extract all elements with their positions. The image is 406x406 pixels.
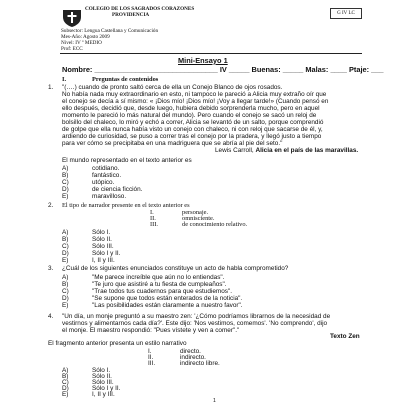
q2-option-letter: C) (62, 243, 69, 250)
q2-option-text[interactable]: Sólo I y II. (92, 250, 121, 257)
q3-option-text[interactable]: "Me parece increíble que aún no lo entiendas". (92, 274, 225, 281)
grade-label: IV (219, 65, 227, 74)
q4-line: el monje. El maestro respondió: "Pues vístete y ven a comer"." (62, 327, 240, 334)
q1-option-text[interactable]: cotidiano. (92, 165, 120, 172)
q4-question: El fragmento anterior presenta un estilo narrativo (48, 340, 187, 347)
q3-option-letter: D) (62, 295, 69, 302)
score-blank[interactable]: ___ (371, 65, 384, 74)
q4-item-text: directo. (180, 348, 201, 355)
section-numeral: I. (62, 76, 67, 83)
q2-item-roman: I. (150, 209, 154, 216)
school-logo-icon (61, 6, 83, 28)
q4-option-text[interactable]: Sólo II. (92, 373, 112, 380)
school-city: PROVIDENCIA (112, 12, 150, 18)
q1-source (215, 148, 358, 154)
q3-option-text[interactable]: "Las posibilidades están claramente a nuestro favor". (92, 302, 243, 309)
date-line: Mes-Año: Agosto 2009 (61, 34, 110, 40)
q4-option-letter: D) (62, 385, 69, 392)
q2-item-text: de conocimiento relativo. (182, 221, 248, 228)
q2-option-text[interactable]: I, II y III. (92, 257, 115, 264)
q2-item-roman: III. (150, 221, 158, 228)
q2-option-letter: B) (62, 236, 69, 243)
q1-option-letter: D) (62, 186, 69, 193)
q1-line: No había nada muy extraordinario en esto, ni tampoco le pareció a Alicia muy extraño oír que (62, 91, 327, 98)
q1-option-letter: B) (62, 172, 69, 179)
q3-option-letter: E) (62, 302, 69, 309)
q4-option-letter: B) (62, 373, 69, 380)
q3-question: ¿Cuál de los siguientes enunciados constituye un acto de habla comprometido? (62, 265, 289, 272)
q2-option-letter: A) (62, 229, 69, 236)
q4-option-letter: E) (62, 391, 69, 398)
q3-option-text[interactable]: "Te juro que asistiré a tu fiesta de cumpleaños". (92, 281, 227, 288)
q2-item-roman: II. (150, 215, 156, 222)
q1-option-text[interactable]: utópico. (92, 179, 115, 186)
name-blank[interactable]: ______________________________ (94, 65, 218, 74)
q2-number: 2. (48, 202, 54, 209)
q4-number: 4. (48, 313, 54, 320)
section-title: Preguntas de contenidos (92, 76, 159, 83)
q1-line: "(….) cuando de pronto saltó cerca de ella un Conejo Blanco de ojos rosados. (62, 84, 283, 91)
q3-option-letter: B) (62, 281, 69, 288)
q2-option-text[interactable]: Sólo I. (92, 229, 111, 236)
q4-line: "Un día, un monje preguntó a su maestro zen: '¿Cómo podríamos librarnos de la necesidad de (62, 313, 331, 320)
q3-option-text[interactable]: "Trae todos tus cuadernos para que estudiemos". (92, 288, 233, 295)
q4-option-text[interactable]: I, II y III. (92, 391, 115, 398)
q1-line: ardiendo de curiosidad, se puso a correr tras el conejo por la pradera, y llegó justo a tiempo (62, 133, 322, 140)
header-rule (60, 53, 362, 54)
q2-option-letter: D) (62, 250, 69, 257)
q1-source-author: Lewis Carroll, (215, 147, 254, 154)
q2-option-text[interactable]: Sólo III. (92, 243, 114, 250)
q4-option-letter: A) (62, 367, 69, 374)
q1-number: 1. (48, 84, 54, 91)
q1-question: El mundo representado en el texto anterior es (62, 157, 192, 164)
q1-line: de golpe que ella nunca había visto un conejo con chaleco, ni con reloj que sacarse de él, y, (62, 126, 323, 133)
q2-item-text: omnisciente. (182, 215, 215, 222)
q3-option-text[interactable]: "Se supone que todos están enterados de la noticia". (92, 295, 243, 302)
q4-option-text[interactable]: Sólo I. (92, 367, 111, 374)
teacher-line: Prof: ECC (61, 46, 83, 52)
q4-item-roman: I. (148, 348, 152, 355)
q1-option-letter: E) (62, 193, 69, 200)
q4-item-roman: II. (148, 354, 154, 361)
bad-blank[interactable]: ____ (330, 65, 347, 74)
q4-item-text: indirecto libre. (180, 360, 220, 367)
page-number: 1 (213, 398, 216, 404)
q2-question: El tipo de narrador presente en el texto anterior es (62, 202, 190, 209)
q2-option-letter: E) (62, 257, 69, 264)
q4-option-text[interactable]: Sólo III. (92, 379, 114, 386)
q2-option-text[interactable]: Sólo II. (92, 236, 112, 243)
q1-line: ello después, decidió que, desde luego, hubiera debido sorprenderla mucho, pero en aquel (62, 105, 320, 112)
level-line: Nivel: IV º MEDIO (61, 40, 102, 46)
q3-option-letter: A) (62, 274, 69, 281)
q1-line: para ver cómo se precipitaba en una madriguera que se abría al pie del seto." (62, 140, 283, 147)
q1-option-letter: C) (62, 179, 69, 186)
q4-line: vestirnos y alimentarnos cada día?'. Este dijo: 'Nos vestimos, comemos'. 'No comprendo', dijo (62, 320, 328, 327)
course-code-box: G IV LC (330, 8, 362, 19)
grade-blank[interactable]: _____ (228, 65, 250, 74)
exam-title: Mini-Ensayo 1 (178, 56, 228, 65)
q1-option-text[interactable]: maravilloso. (92, 193, 127, 200)
q1-line: momento le pareció lo más natural del mundo). Pero cuando el conejo se sacó un reloj de (62, 112, 317, 119)
q1-source-title: Alicia en el país de las maravillas. (255, 147, 359, 154)
good-label: Buenas: (251, 65, 281, 74)
q1-line: bolsillo del chaleco, lo miró y echó a correr, Alicia se levantó de un salto, porque comprendió (62, 119, 324, 126)
q3-number: 3. (48, 265, 54, 272)
name-label: Nombre: (62, 65, 93, 74)
q1-option-text[interactable]: fantástico. (92, 172, 122, 179)
q4-option-letter: C) (62, 379, 69, 386)
q4-source: Texto Zen (330, 333, 360, 340)
bad-label: Malas: (305, 65, 329, 74)
student-form-line (62, 66, 384, 73)
good-blank[interactable]: _____ (282, 65, 304, 74)
school-name: COLEGIO DE LOS SAGRADOS CORAZONES (85, 6, 195, 12)
q2-item-text: personaje. (182, 209, 209, 216)
q4-item-roman: III. (148, 360, 156, 367)
q3-option-letter: C) (62, 288, 69, 295)
score-label: Ptaje: (348, 65, 370, 74)
q1-line: el conejo se decía a sí mismo: « ¡Dios mío! ¡Dios mío! ¡Voy a llegar tarde!» (Cuando pensó en (62, 98, 329, 105)
q4-item-text: indirecto. (180, 354, 206, 361)
q4-option-text[interactable]: Sólo I y II. (92, 385, 121, 392)
subsector-line: Subsector: Lengua Castellana y Comunicación (61, 28, 159, 34)
q1-option-letter: A) (62, 165, 69, 172)
q1-option-text[interactable]: de ciencia ficción. (92, 186, 143, 193)
